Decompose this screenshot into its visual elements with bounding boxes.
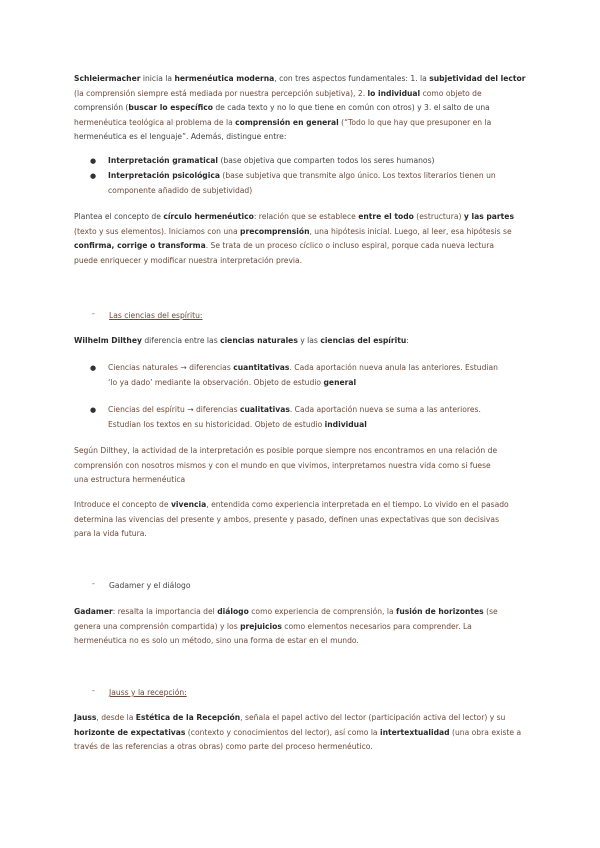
section-dash: - <box>92 309 95 318</box>
list-item-naturales: Ciencias naturales → diferencias cuantitativas. Cada aportación nueva anula las anteriores. Estudian ‘lo ya dado’ mediante la observación. Objeto de estudio general <box>108 363 498 387</box>
section-title-gadamer: Gadamer y el diálogo <box>109 581 191 590</box>
section-title-jauss: Jauss y la recepción: <box>109 688 187 697</box>
bullet-icon: ● <box>90 364 97 372</box>
bullet-icon: ● <box>90 157 97 165</box>
list-item-espiritu: Ciencias del espíritu → diferencias cualitativas. Cada aportación nueva se suma a las anteriores. Estudian los textos en su historicidad. Objeto de estudio individual <box>108 405 481 429</box>
section-dash: - <box>92 686 95 695</box>
list-item-gramatical: Interpretación gramatical (base objetiva que comparten todos los seres humanos) <box>108 156 435 165</box>
paragraph-dilthey: Wilhelm Dilthey diferencia entre las ciencias naturales y las ciencias del espíritu: <box>74 336 409 345</box>
paragraph-dilthey-interpretacion: Según Dilthey, la actividad de la interpretación es posible porque siempre nos encontramos en una relación de comprensión con nosotros mismos y con el mundo en que vivimos, interpretamos nuestra vida como si fuese una estructura hermenéutica <box>74 446 498 485</box>
section-dash: - <box>92 579 95 588</box>
bullet-icon: ● <box>90 172 97 180</box>
bullet-icon: ● <box>90 406 97 414</box>
paragraph-vivencia: Introduce el concepto de vivencia, entendida como experiencia interpretada en el tiempo. Lo vivido en el pasado determina las vivencias del presente y ambos, presente y pasado, definen unas expectativas que son decisivas para la vida futura. <box>74 500 509 539</box>
paragraph-jauss: Jauss, desde la Estética de la Recepción, señala el papel activo del lector (participación activa del lector) y su horizonte de expectativas (contexto y conocimientos del lector), así como la intertextualidad (una obra existe a través de las referencias a otras obras) como parte del proceso hermenéutico. <box>74 713 522 752</box>
section-title-ciencias: Las ciencias del espíritu: <box>109 311 203 320</box>
paragraph-schleiermacher: Schleiermacher inicia la hermenéutica moderna, con tres aspectos fundamentales: 1. la subjetividad del lector (la comprensión siempre está mediada por nuestra percepción subjetiva), 2. lo individual como objeto de comprensión (buscar lo específico de cada texto y no lo que tiene en común con otros) y 3. el salto de una hermenéutica teológica al problema de la comprensión en general (“Todo lo que hay que presuponer en la hermenéutica es el lenguaje”. Además, distingue entre: <box>74 74 526 142</box>
paragraph-gadamer: Gadamer: resalta la importancia del diálogo como experiencia de comprensión, la fusión de horizontes (se genera una comprensión compartida) y los prejuicios como elementos necesarios para comprender. La hermenéutica no es solo un método, sino una forma de estar en el mundo. <box>74 607 498 646</box>
list-item-psicologica: Interpretación psicológica (base subjetiva que transmite algo único. Los textos literarios tienen un componente añadido de subjetividad) <box>108 171 496 195</box>
paragraph-circulo: Plantea el concepto de círculo hermenéutico: relación que se establece entre el todo (estructura) y las partes (texto y sus elementos). Iniciamos con una precomprensión, una hipótesis inicial. Luego, al leer, esa hipótesis se confirma, corrige o transforma. Se trata de un proceso cíclico o incluso espiral, porque cada nueva lectura puede enriquecer y modificar nuestra interpretación previa. <box>74 212 514 265</box>
